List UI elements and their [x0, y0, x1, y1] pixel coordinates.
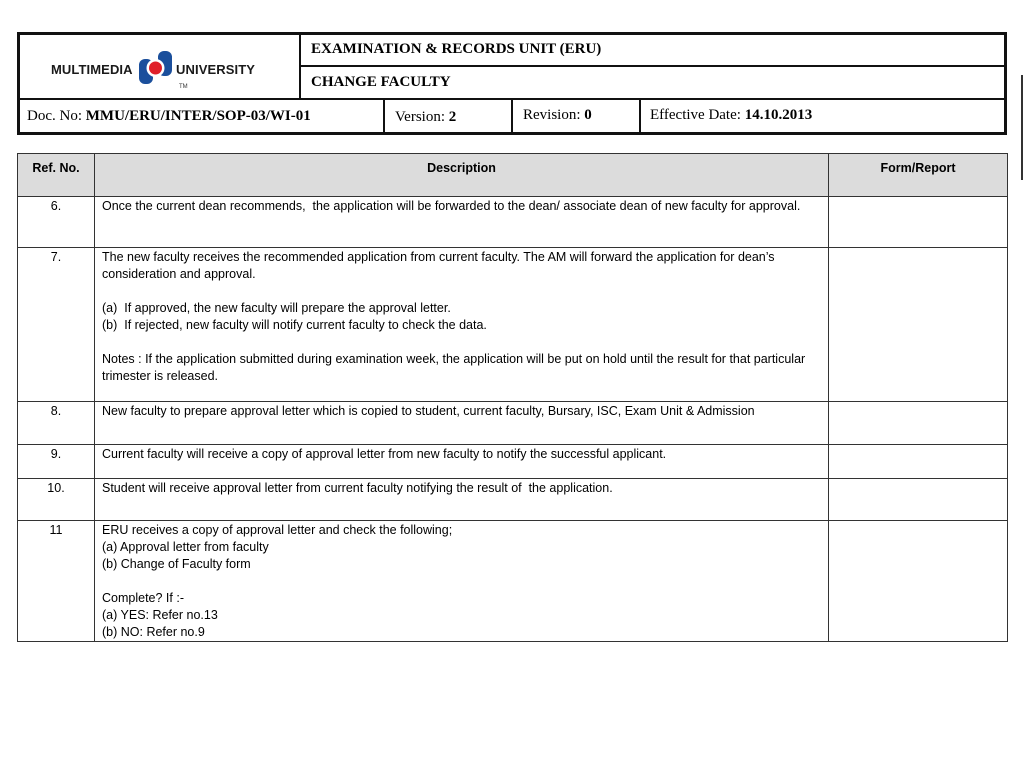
ref-no-cell: 11	[18, 521, 95, 642]
procedure-table	[17, 153, 1008, 642]
description-line: Student will receive approval letter from current faculty notifying the result of the application.	[102, 481, 613, 495]
description-cell	[95, 521, 829, 642]
form-report-cell	[829, 479, 1008, 521]
description-line: (a) YES: Refer no.13	[102, 608, 218, 622]
description-line: (a) If approved, the new faculty will prepare the approval letter.	[102, 301, 451, 315]
university-logo	[50, 47, 260, 93]
version-field	[395, 106, 456, 128]
doc-no-value: MMU/ERU/INTER/SOP-03/WI-01	[85, 108, 311, 124]
table-row	[18, 445, 1008, 479]
description-line: (b) Change of Faculty form	[102, 557, 251, 571]
description-cell	[95, 248, 829, 402]
table-header-row	[18, 154, 1008, 197]
description-line: Complete? If :-	[102, 591, 184, 605]
description-line: ERU receives a copy of approval letter and check the following;	[102, 523, 453, 537]
unit-title: EXAMINATION & RECORDS UNIT (ERU)	[311, 41, 602, 57]
university-emblem-icon	[137, 49, 175, 87]
table-row	[18, 248, 1008, 402]
description-header: Description	[95, 154, 829, 197]
description-paragraph	[102, 300, 824, 334]
description-paragraph	[102, 480, 824, 497]
description-paragraph	[102, 198, 824, 215]
form-report-header: Form/Report	[829, 154, 1008, 197]
description-paragraph	[102, 403, 824, 420]
description-line: Once the current dean recommends, the application will be forwarded to the dean/ associate dean of new faculty for approval.	[102, 199, 801, 213]
version-label: Version:	[395, 109, 445, 125]
form-report-cell	[829, 521, 1008, 642]
description-paragraph	[102, 590, 824, 641]
table-row	[18, 479, 1008, 521]
description-paragraph	[102, 522, 824, 573]
ref-no-cell: 6.	[18, 197, 95, 248]
form-report-cell	[829, 197, 1008, 248]
logo-text-right: UNIVERSITY	[176, 62, 256, 77]
effective-date-value: 14.10.2013	[744, 107, 813, 123]
page-edge-mark	[1021, 75, 1023, 180]
description-cell	[95, 479, 829, 521]
document-title: CHANGE FACULTY	[311, 74, 451, 90]
logo-text-left: MULTIMEDIA	[51, 62, 133, 77]
description-line: Notes : If the application submitted during examination week, the application will be put on hold until the result for that particular trimester is released.	[102, 352, 809, 383]
description-line: The new faculty receives the recommended application from current faculty. The AM will forward the application for dean’s consideration and approval.	[102, 250, 779, 281]
header-divider	[511, 99, 513, 135]
header-divider	[300, 65, 1007, 67]
ref-no-cell: 7.	[18, 248, 95, 402]
doc-no-field	[27, 105, 311, 127]
description-line: New faculty to prepare approval letter which is copied to student, current faculty, Bursary, ISC, Exam Unit & Admission	[102, 404, 755, 418]
doc-no-label: Doc. No:	[27, 108, 82, 124]
table-row	[18, 197, 1008, 248]
description-paragraph	[102, 446, 824, 463]
effective-date-field	[650, 104, 812, 126]
form-report-cell	[829, 402, 1008, 445]
effective-date-label: Effective Date:	[650, 107, 741, 123]
form-report-cell	[829, 248, 1008, 402]
table-row	[18, 521, 1008, 642]
description-paragraph	[102, 249, 824, 283]
description-cell	[95, 445, 829, 479]
logo-trademark: TM	[179, 84, 188, 90]
description-line: Current faculty will receive a copy of approval letter from new faculty to notify the successful applicant.	[102, 447, 667, 461]
ref-no-cell: 8.	[18, 402, 95, 445]
ref-no-cell: 10.	[18, 479, 95, 521]
description-line: (a) Approval letter from faculty	[102, 540, 269, 554]
revision-label: Revision:	[523, 107, 581, 123]
description-cell	[95, 197, 829, 248]
version-value: 2	[448, 109, 457, 125]
form-report-cell	[829, 445, 1008, 479]
revision-value: 0	[584, 107, 592, 123]
description-line: (b) NO: Refer no.9	[102, 625, 205, 639]
table-row	[18, 402, 1008, 445]
header-divider	[639, 99, 641, 135]
header-divider	[383, 99, 385, 135]
revision-field	[523, 104, 592, 126]
description-paragraph	[102, 351, 824, 385]
ref-no-cell: 9.	[18, 445, 95, 479]
description-cell	[95, 402, 829, 445]
ref-no-header: Ref. No.	[18, 154, 95, 197]
description-line: (b) If rejected, new faculty will notify current faculty to check the data.	[102, 318, 487, 332]
